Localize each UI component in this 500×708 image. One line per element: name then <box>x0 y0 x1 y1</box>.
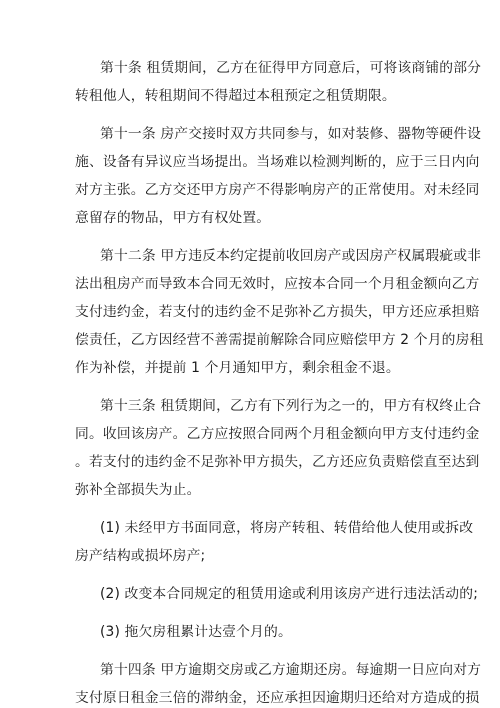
clause-13-item-1-line-2: 房产结构或损坏房产; <box>75 548 206 564</box>
clause-14-line-2: 支付原日租金三倍的滞纳金，还应承担因逾期归还给对方造成的损 <box>75 690 480 706</box>
clause-12-line-3: 支付违约金，若支付的违约金不足弥补乙方损失，甲方还应承担赔 <box>75 304 480 320</box>
clause-12-line-2: 法出租房产而导致本合同无效时，应按本合同一个月租金额向乙方 <box>75 276 480 292</box>
clause-13-item-2: (2) 改变本合同规定的租赁用途或利用该房产进行违法活动的; <box>100 586 478 602</box>
clause-11-line-3: 对方主张。乙方交还甲方房产不得影响房产的正常使用。对未经同 <box>75 182 480 198</box>
clause-14-line-1: 第十四条 甲方逾期交房或乙方逾期还房。每逾期一日应向对方 <box>100 662 482 678</box>
clause-13-line-3: 。若支付的违约金不足弥补甲方损失，乙方还应负责赔偿直至达到 <box>75 454 480 470</box>
clause-11-line-1: 第十一条 房产交接时双方共同参与，如对装修、器物等硬件设 <box>100 126 482 142</box>
clause-12-line-1: 第十二条 甲方违反本约定提前收回房产或因房产权属瑕疵或非 <box>100 248 482 264</box>
clause-10-line-2: 转租他人，转租期间不得超过本租预定之租赁期限。 <box>75 88 396 104</box>
clause-12-line-5: 作为补偿，并提前 1 个月通知甲方，剩余租金不退。 <box>75 360 400 376</box>
clause-13-item-3: (3) 拖欠房租累计达壹个月的。 <box>100 624 292 640</box>
clause-13-line-1: 第十三条 租赁期间，乙方有下列行为之一的，甲方有权终止合 <box>100 398 482 414</box>
clause-12-line-4: 偿责任，乙方因经营不善需提前解除合同应赔偿甲方 2 个月的房租 <box>75 332 484 348</box>
clause-13-item-1-line-1: (1) 未经甲方书面同意，将房产转租、转借给他人使用或拆改 <box>100 520 474 536</box>
clause-11-line-4: 意留存的物品，甲方有权处置。 <box>75 210 271 226</box>
clause-13-line-4: 弥补全部损失为止。 <box>75 482 201 498</box>
clause-13-line-2: 同。收回该房产。乙方应按照合同两个月租金额向甲方支付违约金 <box>75 426 480 442</box>
clause-11-line-2: 施、设备有异议应当场提出。当场难以检测判断的，应于三日内向 <box>75 154 480 170</box>
clause-10-line-1: 第十条 租赁期间，乙方在征得甲方同意后，可将该商铺的部分 <box>100 60 482 76</box>
